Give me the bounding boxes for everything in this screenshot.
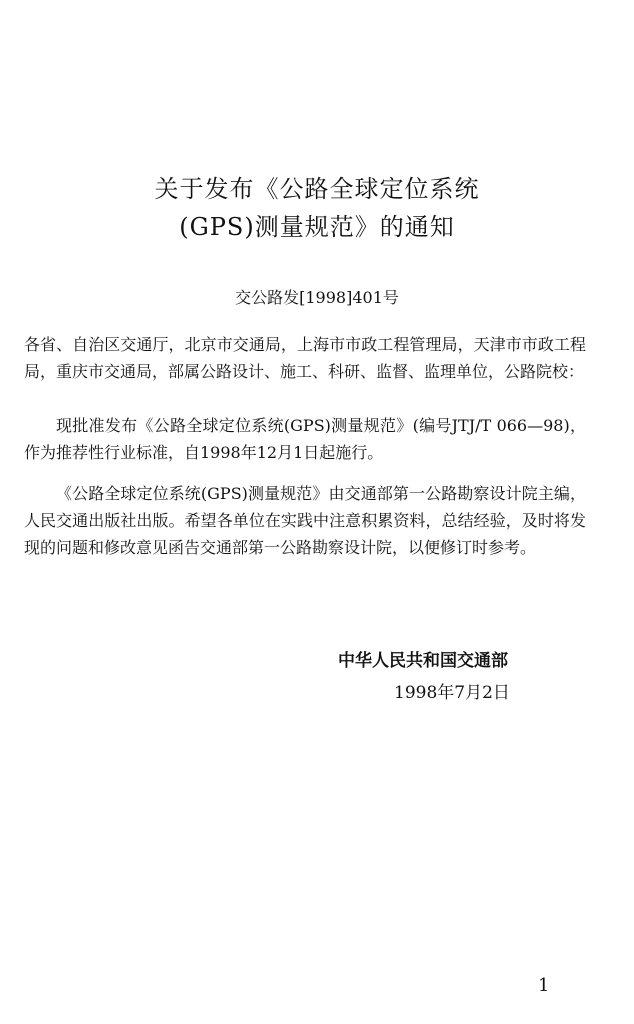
publication-paragraph: 《公路全球定位系统(GPS)测量规范》由交通部第一公路勘察设计院主编，人民交通出版社出版。希望各单位在实践中注意积累资料，总结经验，及时将发现的问题和修改意见函告交通部第一公路勘察设计院，以便修订时参考。 bbox=[24, 484, 586, 557]
issue-date: 1998年7月2日 bbox=[394, 683, 510, 703]
issuer-signature: 中华人民共和国交通部 bbox=[338, 651, 508, 671]
title-line-2: (GPS)测量规范》的通知 bbox=[179, 213, 455, 241]
document-number: 交公路发[1998]401号 bbox=[235, 288, 399, 307]
title-line-1: 关于发布《公路全球定位系统 bbox=[154, 175, 480, 203]
approval-paragraph: 现批准发布《公路全球定位系统(GPS)测量规范》(编号JTJ/T 066—98)，作为推荐性行业标准，自1998年12月1日起施行。 bbox=[24, 416, 586, 462]
addressees-paragraph: 各省、自治区交通厅，北京市交通局，上海市市政工程管理局，天津市市政工程局，重庆市交通局，部属公路设计、施工、科研、监督、监理单位，公路院校： bbox=[24, 335, 586, 381]
page-number: 1 bbox=[538, 975, 550, 996]
